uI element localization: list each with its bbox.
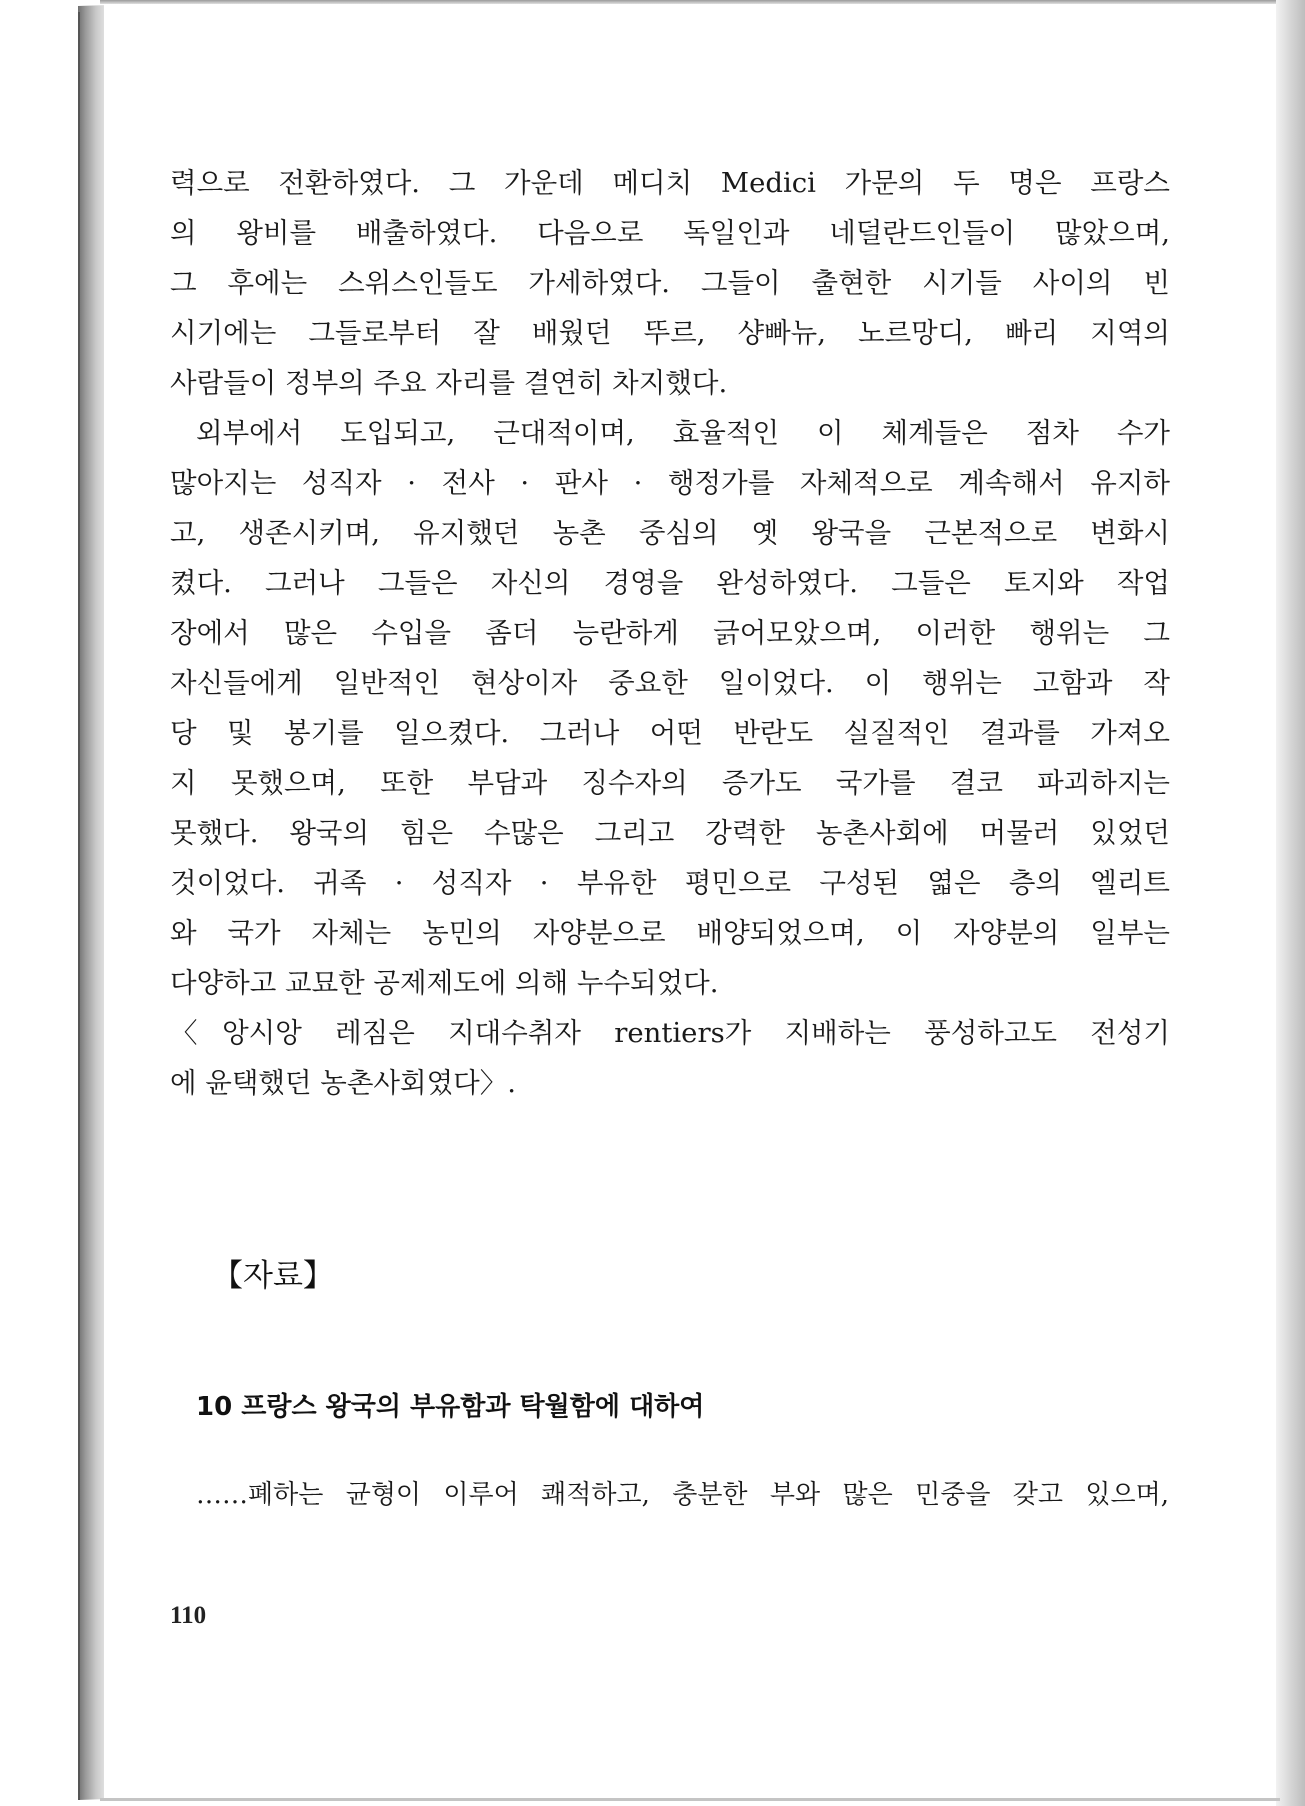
section-label: 【자료】: [212, 1258, 334, 1294]
body-text: [170, 158, 1170, 1108]
book-bottom-edge: [100, 1798, 1280, 1801]
text-line: 것이었다. 귀족 · 성직자 · 부유한 평민으로 구성된 엷은 층의 엘리트: [170, 867, 1170, 899]
text-line: 〈앙시앙 레짐은 지대수취자 rentiers가 지배하는 풍성하고도 전성기: [170, 1017, 1170, 1049]
text-line: 고, 생존시키며, 유지했던 농촌 중심의 옛 왕국을 근본적으로 변화시: [170, 517, 1170, 549]
page-number: 110: [170, 1602, 207, 1629]
text-line: 외부에서 도입되고, 근대적이며, 효율적인 이 체계들은 점차 수가: [196, 417, 1170, 449]
text-line: 못했다. 왕국의 힘은 수많은 그리고 강력한 농촌사회에 머물러 있었던: [170, 817, 1170, 849]
text-line: 장에서 많은 수입을 좀더 능란하게 긁어모았으며, 이러한 행위는 그: [170, 617, 1170, 649]
text-line: 사람들이 정부의 주요 자리를 결연히 차지했다.: [170, 367, 728, 399]
text-line: 다양하고 교묘한 공제제도에 의해 누수되었다.: [170, 967, 719, 999]
text-line: 시기에는 그들로부터 잘 배웠던 뚜르, 샹빠뉴, 노르망디, 빠리 지역의: [170, 317, 1170, 349]
text-line: 와 국가 자체는 농민의 자양분으로 배양되었으며, 이 자양분의 일부는: [170, 917, 1170, 949]
book-left-line: [78, 12, 80, 1800]
document-heading: 10 프랑스 왕국의 부유함과 탁월함에 대하여: [196, 1392, 705, 1422]
text-line: 켰다. 그러나 그들은 자신의 경영을 완성하였다. 그들은 토지와 작업: [170, 567, 1170, 599]
text-line: 지 못했으며, 또한 부담과 징수자의 증가도 국가를 결코 파괴하지는: [170, 767, 1170, 799]
text-line: 자신들에게 일반적인 현상이자 중요한 일이었다. 이 행위는 고함과 작: [170, 667, 1170, 699]
text-line: 당 및 봉기를 일으켰다. 그러나 어떤 반란도 실질적인 결과를 가져오: [170, 717, 1170, 749]
text-line: 력으로 전환하였다. 그 가운데 메디치 Medici 가문의 두 명은 프랑스: [170, 167, 1170, 199]
text-line: 그 후에는 스위스인들도 가세하였다. 그들이 출현한 시기들 사이의 빈: [170, 267, 1170, 299]
text-line: 의 왕비를 배출하였다. 다음으로 독일인과 네덜란드인들이 많았으며,: [170, 217, 1170, 249]
text-line: 많아지는 성직자 · 전사 · 판사 · 행정가를 자체적으로 계속해서 유지하: [170, 467, 1170, 499]
text-line: 에 윤택했던 농촌사회였다〉.: [170, 1067, 516, 1099]
document-text: ……폐하는 균형이 이루어 쾌적하고, 충분한 부와 많은 민중을 갖고 있으며,: [196, 1480, 1169, 1510]
book-right-edge: [1276, 0, 1305, 1806]
